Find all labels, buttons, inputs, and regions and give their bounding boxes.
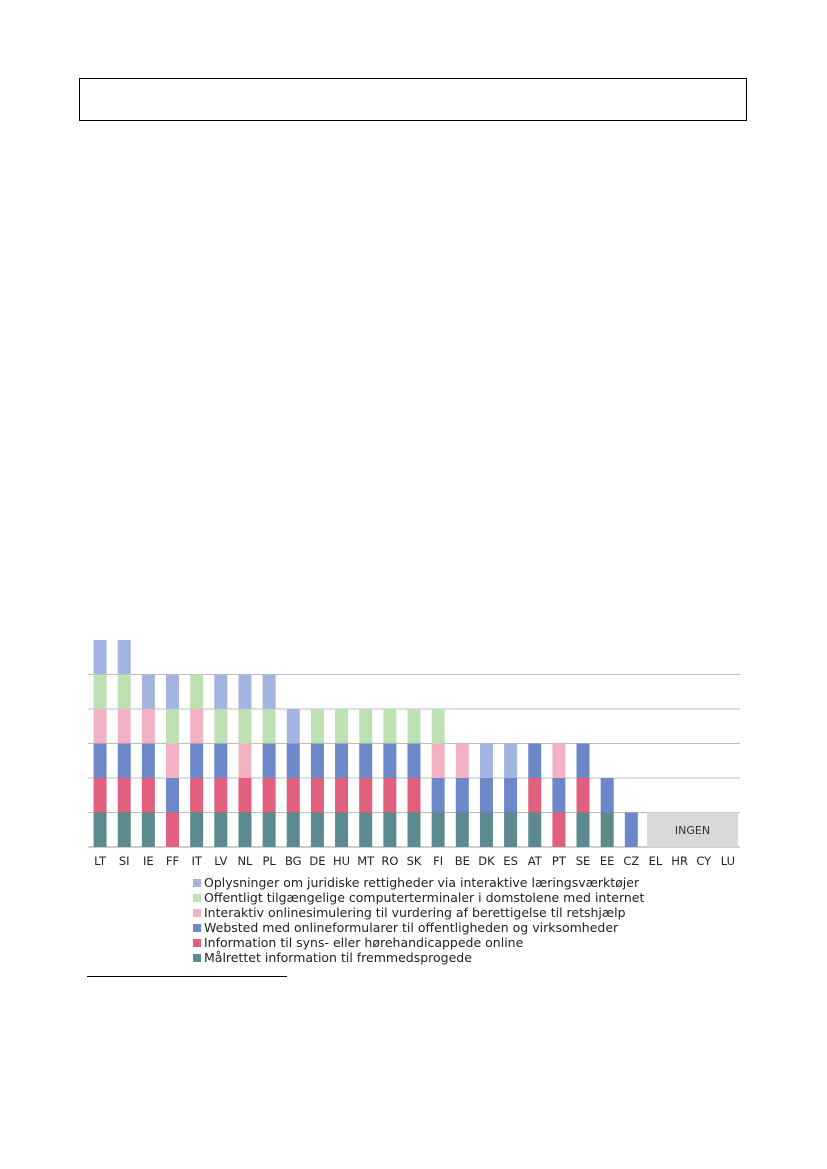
x-tick-label: PT	[551, 854, 566, 868]
bar-segment-IE-s5	[142, 675, 155, 710]
x-tick-label: DK	[478, 854, 495, 868]
x-tick-label: EE	[599, 854, 615, 868]
x-tick-label: SE	[575, 854, 591, 868]
bar-segment-IE-s0	[142, 813, 155, 848]
bar-segment-SI-s0	[118, 813, 131, 848]
bar-segment-LV-s1	[214, 778, 227, 813]
bar-segment-NL-s1	[238, 778, 251, 813]
bar-segment-SE-s2	[577, 744, 590, 779]
bar-segment-MT-s1	[359, 778, 372, 813]
legend-swatch	[193, 909, 201, 917]
bar-segment-EE-s2	[601, 778, 614, 813]
bar-segment-IT-s2	[190, 744, 203, 779]
legend-label: Information til syns- eller hørehandicappede online	[204, 935, 524, 950]
bar-segment-LT-s3	[94, 709, 107, 744]
bar-segment-HU-s2	[335, 744, 348, 779]
legend-label: Websted med onlineformularer til offentligheden og virksomheder	[204, 920, 619, 935]
bar-segment-MT-s2	[359, 744, 372, 779]
bar-segment-AT-s2	[528, 744, 541, 779]
bar-segment-NL-s5	[238, 675, 251, 710]
bar-segment-SI-s5	[118, 640, 131, 675]
bar-segment-FF-s3	[166, 744, 179, 779]
x-tick-label: MT	[357, 854, 375, 868]
bar-segment-LV-s4	[214, 709, 227, 744]
x-tick-label: FI	[433, 854, 444, 868]
bar-segment-IE-s3	[142, 709, 155, 744]
bar-segment-EE-s0	[601, 813, 614, 848]
bar-segment-LV-s0	[214, 813, 227, 848]
legend-item	[193, 890, 673, 905]
legend-swatch	[193, 939, 201, 947]
legend-swatch	[193, 924, 201, 932]
bar-segment-PL-s1	[263, 778, 276, 813]
x-tick-label: LT	[94, 854, 107, 868]
bar-segment-HU-s0	[335, 813, 348, 848]
x-tick-label: RO	[381, 854, 399, 868]
bar-segment-RO-s4	[383, 709, 396, 744]
bar-segment-LT-s1	[94, 778, 107, 813]
bar-segment-DE-s4	[311, 709, 324, 744]
bar-segment-ES-s0	[504, 813, 517, 848]
legend-item	[193, 950, 673, 965]
bar-segment-SE-s1	[577, 778, 590, 813]
x-tick-label: NL	[237, 854, 253, 868]
x-tick-label: LU	[720, 854, 736, 868]
x-tick-label: CZ	[623, 854, 640, 868]
bar-segment-BG-s5	[287, 709, 300, 744]
bar-segment-BE-s2	[456, 778, 469, 813]
bar-segment-FF-s1	[166, 813, 179, 848]
bar-segment-FI-s3	[432, 744, 445, 779]
bar-segment-MT-s0	[359, 813, 372, 848]
bar-segment-FI-s4	[432, 709, 445, 744]
bar-segment-RO-s1	[383, 778, 396, 813]
bar-segment-CZ-s2	[625, 813, 638, 848]
legend-swatch	[193, 954, 201, 962]
bar-segment-SE-s0	[577, 813, 590, 848]
bar-segment-IE-s1	[142, 778, 155, 813]
bar-segment-SK-s2	[408, 744, 421, 779]
x-tick-label: PL	[262, 854, 276, 868]
bar-segment-DE-s1	[311, 778, 324, 813]
bar-segment-PL-s4	[263, 709, 276, 744]
bar-segment-DK-s0	[480, 813, 493, 848]
x-tick-label: IE	[143, 854, 154, 868]
bar-segment-PL-s2	[263, 744, 276, 779]
bar-segment-SK-s4	[408, 709, 421, 744]
bar-segment-IT-s1	[190, 778, 203, 813]
bar-segment-PL-s5	[263, 675, 276, 710]
bar-segment-SK-s0	[408, 813, 421, 848]
chart-legend	[193, 875, 673, 965]
bar-segment-FF-s4	[166, 709, 179, 744]
bar-segment-BG-s2	[287, 744, 300, 779]
none-annotation-label: INGEN	[674, 823, 711, 837]
x-tick-label: IT	[191, 854, 202, 868]
bar-segment-RO-s2	[383, 744, 396, 779]
bar-segment-DE-s0	[311, 813, 324, 848]
x-tick-label: LV	[214, 854, 228, 868]
bar-segment-IT-s3	[190, 709, 203, 744]
bar-segment-IT-s4	[190, 675, 203, 710]
bar-segment-IE-s2	[142, 744, 155, 779]
bar-segment-HU-s1	[335, 778, 348, 813]
bar-segment-MT-s4	[359, 709, 372, 744]
bar-segment-FI-s0	[432, 813, 445, 848]
bar-segment-NL-s4	[238, 709, 251, 744]
x-tick-label: HU	[333, 854, 351, 868]
bar-segment-BE-s0	[456, 813, 469, 848]
bar-segment-DK-s5	[480, 744, 493, 779]
bar-segment-PT-s1	[552, 813, 565, 848]
bar-segment-PL-s0	[263, 813, 276, 848]
bar-segment-FF-s5	[166, 675, 179, 710]
legend-label: Oplysninger om juridiske rettigheder via interaktive læringsværktøjer	[204, 875, 640, 890]
bar-segment-AT-s1	[528, 778, 541, 813]
bar-segment-IT-s0	[190, 813, 203, 848]
x-tick-label: BE	[454, 854, 470, 868]
bar-segment-SI-s3	[118, 709, 131, 744]
legend-swatch	[193, 894, 201, 902]
legend-item	[193, 875, 673, 890]
x-tick-label: CY	[696, 854, 712, 868]
x-tick-label: DE	[309, 854, 326, 868]
legend-item	[193, 935, 673, 950]
bar-segment-LT-s4	[94, 675, 107, 710]
legend-item	[193, 920, 673, 935]
bar-segment-RO-s0	[383, 813, 396, 848]
legend-item	[193, 905, 673, 920]
bar-segment-LT-s2	[94, 744, 107, 779]
bar-segment-HU-s4	[335, 709, 348, 744]
x-tick-label: AT	[527, 854, 542, 868]
bar-segment-LV-s5	[214, 675, 227, 710]
bar-segment-BG-s1	[287, 778, 300, 813]
bar-segment-SI-s4	[118, 675, 131, 710]
bar-segment-PT-s3	[552, 744, 565, 779]
bar-segment-LT-s5	[94, 640, 107, 675]
bar-segment-NL-s3	[238, 744, 251, 779]
legend-label: Målrettet information til fremmedsprogede	[204, 950, 472, 965]
bar-segment-SI-s1	[118, 778, 131, 813]
bar-segment-PT-s2	[552, 778, 565, 813]
bar-segment-DE-s2	[311, 744, 324, 779]
bar-segment-BG-s0	[287, 813, 300, 848]
x-tick-label: ES	[503, 854, 518, 868]
bar-segment-NL-s0	[238, 813, 251, 848]
bar-segment-LT-s0	[94, 813, 107, 848]
x-tick-label: HR	[671, 854, 688, 868]
x-tick-label: BG	[284, 854, 302, 868]
footnote-separator	[87, 976, 287, 977]
legend-label: Offentligt tilgængelige computerterminaler i domstolene med internet	[204, 890, 645, 905]
bar-segment-BE-s3	[456, 744, 469, 779]
x-tick-label: FF	[165, 854, 180, 868]
bar-segment-SK-s1	[408, 778, 421, 813]
bar-segment-LV-s2	[214, 744, 227, 779]
x-tick-label: EL	[648, 854, 663, 868]
bar-segment-ES-s5	[504, 744, 517, 779]
bar-segment-AT-s0	[528, 813, 541, 848]
x-tick-label: SI	[118, 854, 130, 868]
x-tick-label: SK	[406, 854, 422, 868]
bar-segment-DK-s2	[480, 778, 493, 813]
bar-segment-FF-s2	[166, 778, 179, 813]
bar-segment-FI-s2	[432, 778, 445, 813]
legend-label: Interaktiv onlinesimulering til vurdering af berettigelse til retshjælp	[204, 905, 626, 920]
legend-swatch	[193, 879, 201, 887]
bar-segment-ES-s2	[504, 778, 517, 813]
bar-segment-SI-s2	[118, 744, 131, 779]
